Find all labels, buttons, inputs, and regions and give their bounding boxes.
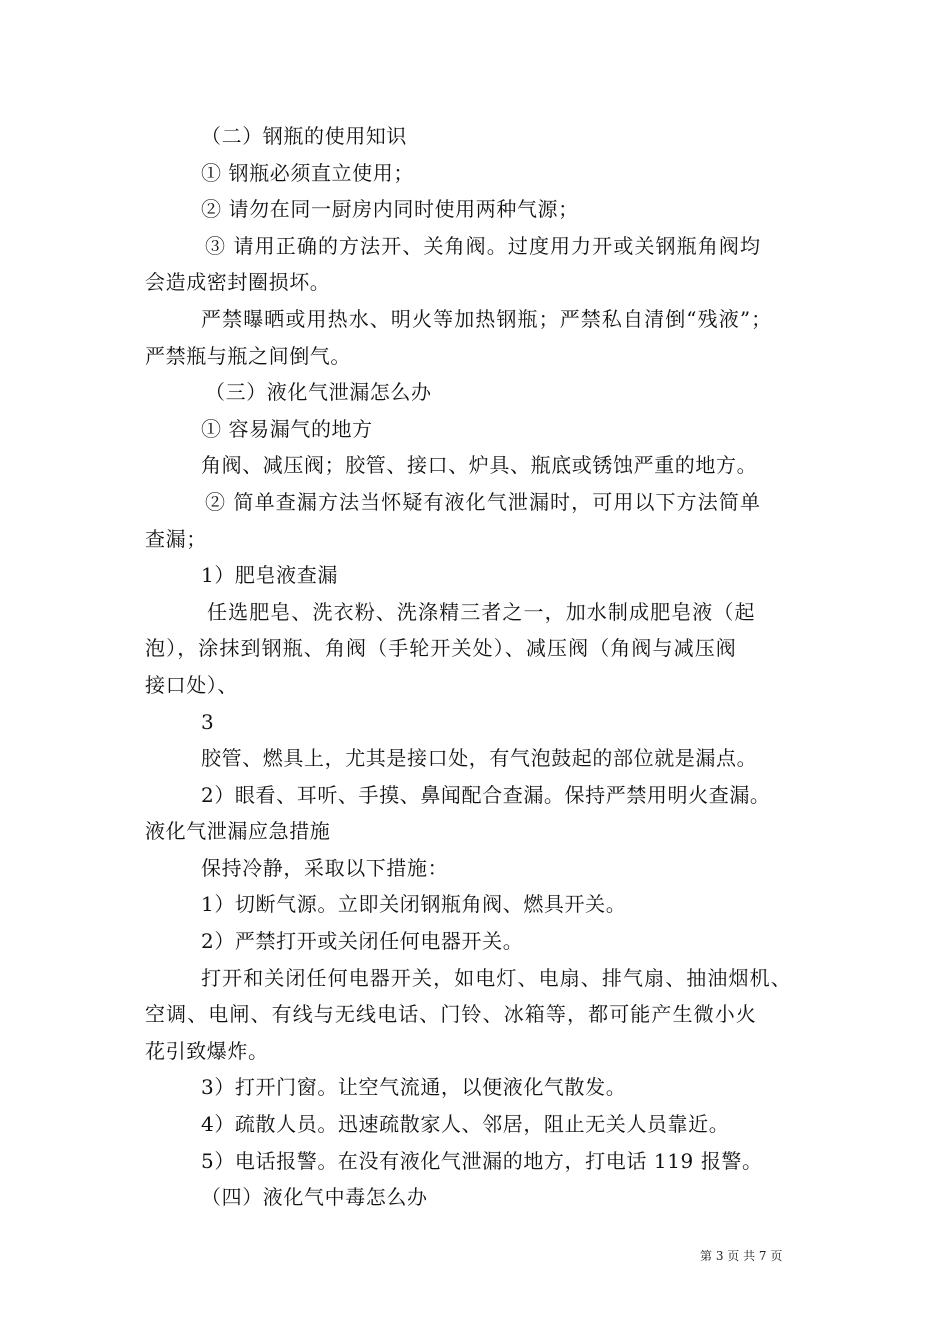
paragraph-line: 会造成密封圈损坏。 bbox=[145, 270, 331, 295]
paragraph-line: 任选肥皂、洗衣粉、洗涤精三者之一，加水制成肥皂液（起 bbox=[207, 599, 756, 624]
page-footer: 第 3 页 共 7 页 bbox=[700, 1249, 783, 1263]
paragraph-line: 空调、电闸、有线与无线电话、门铃、冰箱等，都可能产生微小火 bbox=[145, 1002, 757, 1027]
paragraph-line: 严禁瓶与瓶之间倒气。 bbox=[145, 343, 351, 368]
paragraph-line: 角阀、减压阀；胶管、接口、炉具、瓶底或锈蚀严重的地方。 bbox=[201, 453, 758, 478]
paragraph-line: 严禁曝晒或用热水、明火等加热钢瓶；严禁私自清倒“残液”； bbox=[201, 306, 773, 331]
paragraph-line: ② 请勿在同一厨房内同时使用两种气源； bbox=[201, 197, 579, 222]
paragraph-line: 2）眼看、耳听、手摸、鼻闻配合查漏。保持严禁用明火查漏。 bbox=[201, 782, 771, 807]
paragraph-line: 接口处）、 bbox=[145, 672, 238, 697]
paragraph-line: ① 钢瓶必须直立使用； bbox=[201, 160, 414, 185]
paragraph-line: 泡），涂抹到钢瓶、角阀（手轮开关处）、减压阀（角阀与减压阀 bbox=[145, 636, 737, 661]
section-heading-gas-leak: （三）液化气泄漏怎么办 bbox=[205, 380, 432, 405]
paragraph-line: ② 简单查漏方法当怀疑有液化气泄漏时，可用以下方法简单 bbox=[205, 489, 762, 514]
paragraph-line: 查漏； bbox=[145, 526, 207, 551]
section-heading-gas-poisoning: （四）液化气中毒怎么办 bbox=[201, 1185, 428, 1210]
paragraph-line: 1）切断气源。立即关闭钢瓶角阀、燃具开关。 bbox=[201, 892, 627, 917]
paragraph-line: 5）电话报警。在没有液化气泄漏的地方，打电话 119 报警。 bbox=[201, 1148, 763, 1173]
paragraph-line: 保持冷静，采取以下措施： bbox=[201, 855, 449, 880]
paragraph-line: 1）肥皂液查漏 bbox=[201, 563, 338, 588]
document-body bbox=[145, 118, 815, 1216]
subheading-emergency-measures: 液化气泄漏应急措施 bbox=[145, 819, 331, 844]
paragraph-line: 2）严禁打开或关闭任何电器开关。 bbox=[201, 929, 524, 954]
paragraph-line: ③ 请用正确的方法开、关角阀。过度用力开或关钢瓶角阀均 bbox=[205, 233, 762, 258]
paragraph-line: 打开和关闭任何电器开关，如电灯、电扇、排气扇、抽油烟机、 bbox=[201, 965, 792, 990]
paragraph-line: 花引致爆炸。 bbox=[145, 1038, 269, 1063]
inline-page-number: 3 bbox=[201, 709, 215, 734]
paragraph-line: 3）打开门窗。让空气流通，以便液化气散发。 bbox=[201, 1075, 627, 1100]
paragraph-line: 4）疏散人员。迅速疏散家人、邻居，阻止无关人员靠近。 bbox=[201, 1112, 730, 1137]
paragraph-line: 胶管、燃具上，尤其是接口处，有气泡鼓起的部位就是漏点。 bbox=[201, 746, 758, 771]
paragraph-line: ① 容易漏气的地方 bbox=[201, 416, 373, 441]
section-heading-cylinder-usage: （二）钢瓶的使用知识 bbox=[201, 124, 407, 148]
